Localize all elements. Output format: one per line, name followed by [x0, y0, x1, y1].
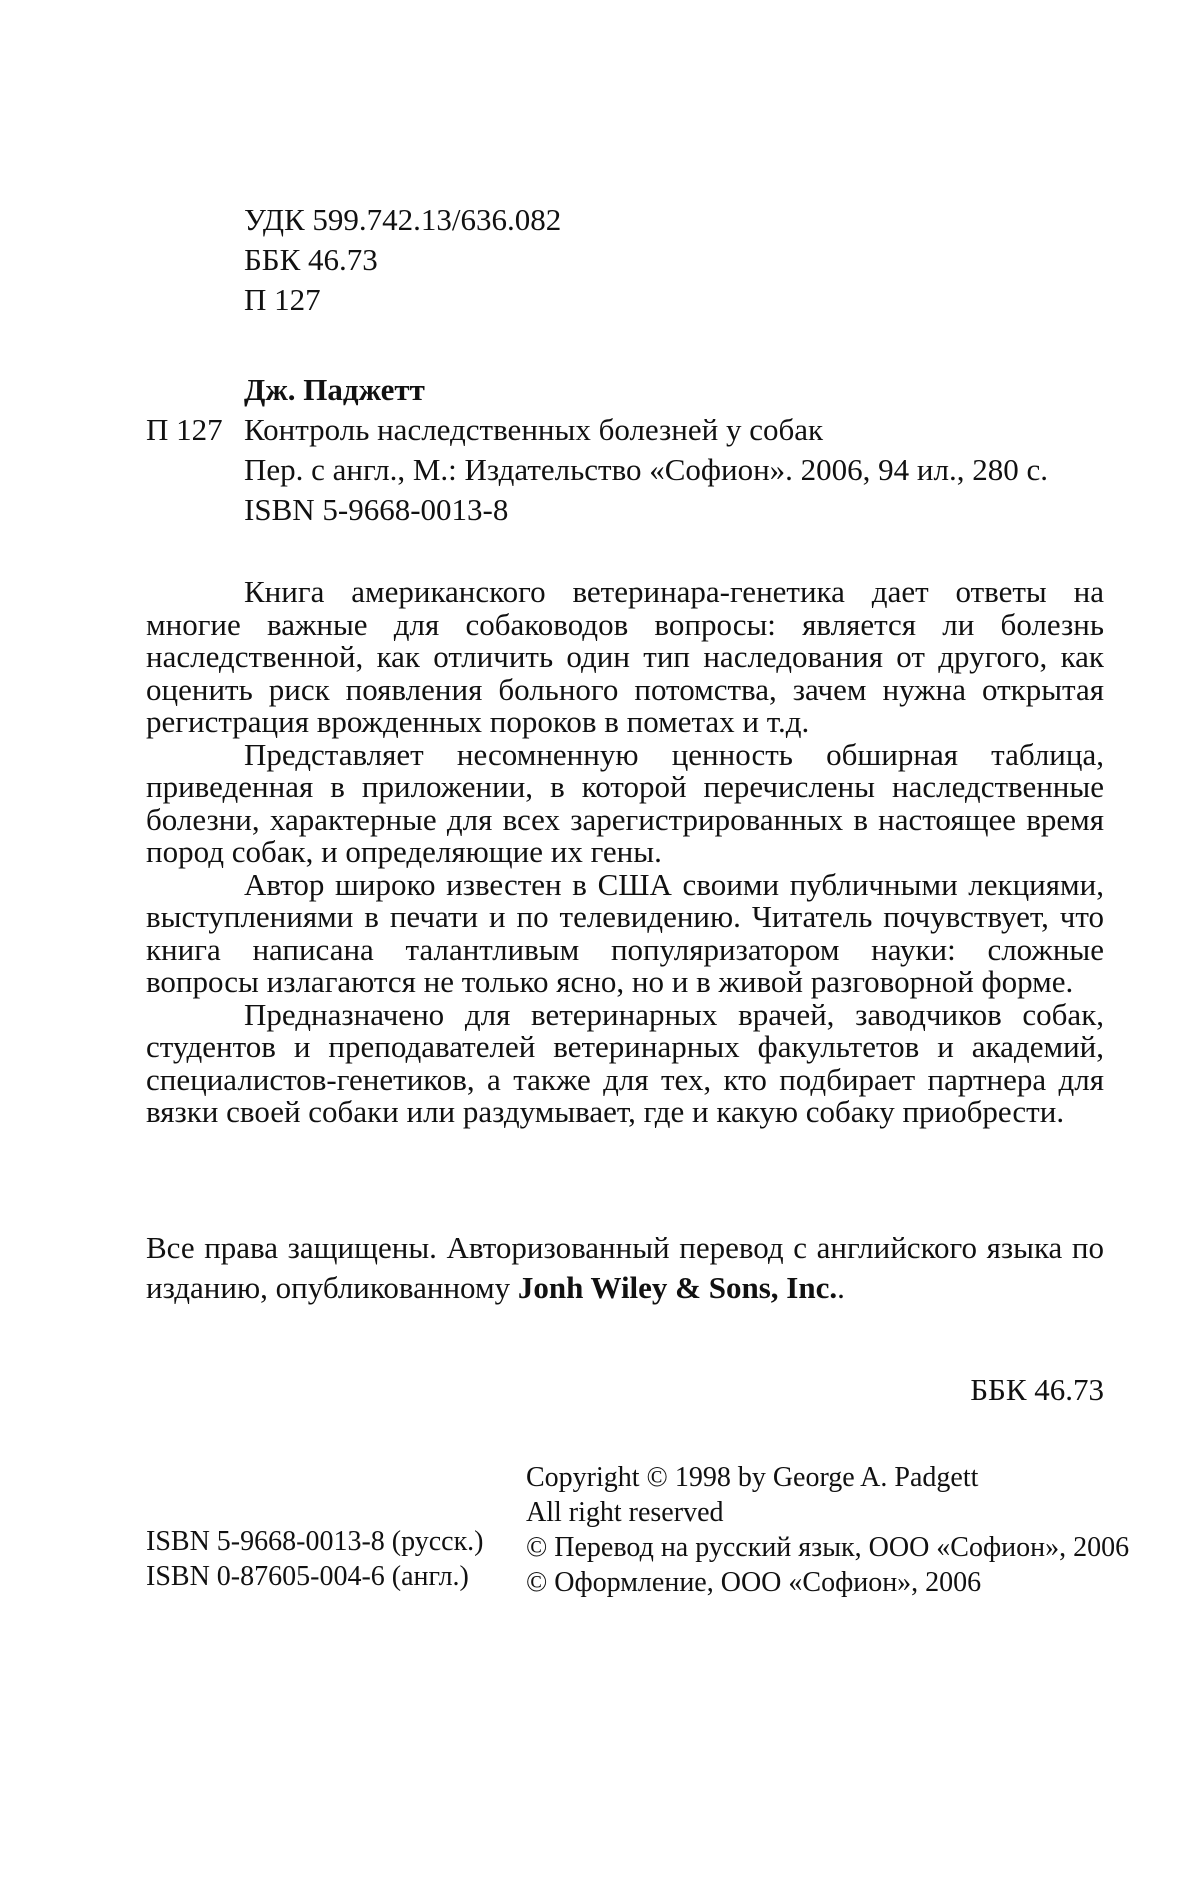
copyright-line: Copyright © 1998 by George A. Padgett: [526, 1462, 979, 1493]
copyright-line: All right reserved: [526, 1497, 724, 1528]
isbn-english: ISBN 0-87605-004-6 (англ.): [146, 1561, 469, 1592]
author-mark: П 127: [244, 282, 321, 317]
isbn-line: ISBN 5-9668-0013-8: [244, 492, 509, 527]
author-mark-inline: П 127: [146, 412, 223, 447]
imprint: Пер. с англ., М.: Издательство «Софион». 2006, 94 ил., 280 с.: [244, 452, 1049, 487]
classification-codes: [244, 200, 561, 320]
author-name: Дж. Паджетт: [244, 372, 425, 407]
bibliographic-record: [146, 370, 1048, 530]
annotation-paragraph: Книга американского ветеринара-генетика дает ответы на многие важные для собаководов вопросы: является ли болезнь наследственной, как отличить один тип наследования от другого, как оценить риск появления больного потомства, зачем нужна открытая регистрация врожденных пороков в пометах и т.д.: [146, 574, 1104, 739]
rights-text: Все права защищены. Авторизованный перевод с английского языка по изданию, опубликованному: [146, 1230, 1104, 1305]
annotation: [146, 576, 1104, 1129]
copyright-line: © Перевод на русский язык, ООО «Софион», 2006: [526, 1532, 1130, 1563]
annotation-paragraph: Автор широко известен в США своими публичными лекциями, выступлениями в печати и по телевидению. Читатель почувствует, что книга написана талантливым популяризатором науки: сложные вопросы излагаются не только ясно, но и в живой разговорной форме.: [146, 866, 1104, 999]
copyright-line: © Оформление, ООО «Софион», 2006: [526, 1567, 982, 1598]
isbn-block: [146, 1524, 484, 1594]
isbn-russian: ISBN 5-9668-0013-8 (русск.): [146, 1526, 484, 1557]
bbk-bottom: ББК 46.73: [970, 1372, 1104, 1407]
annotation-paragraph: Предназначено для ветеринарных врачей, заводчиков собак, студентов и преподавателей ветеринарных факультетов и академий, специалистов-генетиков, а также для тех, кто подбирает партнера для вязки своей собаки или раздумывает, где и какую собаку приобрести.: [146, 996, 1104, 1129]
annotation-paragraph: Представляет несомненную ценность обширная таблица, приведенная в приложении, в которой перечислены наследственные болезни, характерные для всех зарегистрированных в настоящее время пород собак, и определяющие их гены.: [146, 736, 1104, 869]
udk-code: УДК 599.742.13/636.082: [244, 202, 562, 237]
book-title: Контроль наследственных болезней у собак: [244, 412, 824, 447]
copyright-block: [526, 1460, 1129, 1600]
publisher-name: Jonh Wiley & Sons, Inc.: [517, 1270, 838, 1305]
rights-notice: Все права защищены. Авторизованный перевод с английского языка по изданию, опубликованному Jonh Wiley & Sons, Inc..: [146, 1230, 1104, 1305]
bbk-code: ББК 46.73: [244, 242, 378, 277]
